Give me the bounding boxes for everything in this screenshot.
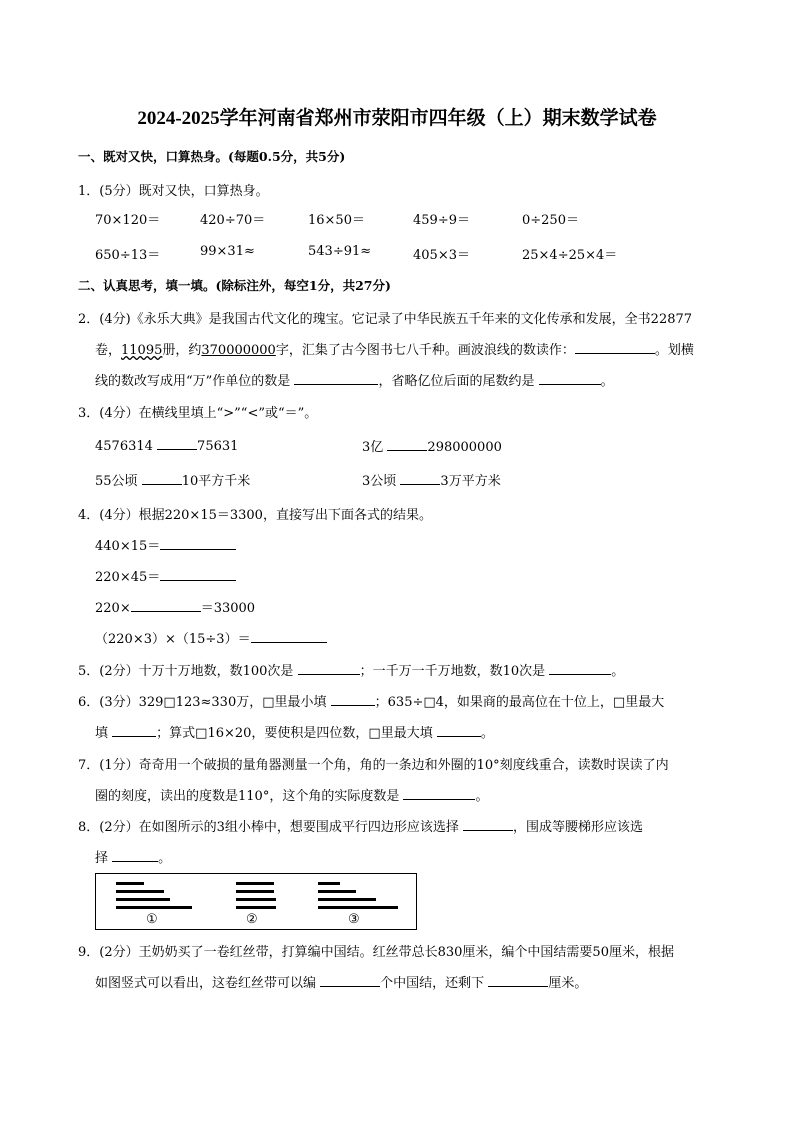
q3-heading: 3．(4分）在横线里填上“>”“<”或“＝”。 bbox=[78, 406, 318, 421]
answer-blank[interactable] bbox=[160, 536, 236, 550]
q2-line-3: 线的数改写成用“万”作单位的数是 ，省略亿位后面的尾数约是 。 bbox=[95, 370, 614, 389]
sticks-figure bbox=[95, 873, 417, 930]
wavy-number: 11095 bbox=[121, 343, 163, 358]
answer-blank[interactable] bbox=[539, 371, 601, 385]
q9-line-1: 9．(2分）王奶奶买了一卷红丝带，打算编中国结。红丝带总长830厘米，编个中国结需要50厘米，根据 bbox=[78, 945, 674, 960]
q6-line-2: 填 ；算式□16×20，要使积是四位数，□里最大填 。 bbox=[95, 722, 494, 741]
q1-heading: 1．(5分）既对又快，口算热身。 bbox=[78, 184, 269, 199]
q3-compare: 55公顷 10平方千米 bbox=[95, 470, 250, 489]
answer-blank[interactable] bbox=[131, 598, 201, 612]
stick bbox=[116, 882, 144, 885]
group-label: ② bbox=[246, 912, 258, 927]
q8-line-1: 8．(2分）在如图所示的3组小棒中，想要围成平行四边形应该选择 ，围成等腰梯形应该选 bbox=[78, 816, 643, 835]
answer-blank[interactable] bbox=[294, 371, 378, 385]
q7-line-2: 圈的刻度，读出的度数是110°，这个角的实际度数是 。 bbox=[95, 785, 488, 804]
answer-blank[interactable] bbox=[488, 973, 548, 987]
q4-expr: 440×15＝ bbox=[95, 535, 236, 554]
q1-item: 405×3＝ bbox=[413, 248, 470, 263]
stick bbox=[236, 898, 276, 901]
q1-item: 99×31≈ bbox=[200, 244, 255, 259]
answer-blank[interactable] bbox=[463, 817, 513, 831]
answer-blank[interactable] bbox=[549, 661, 611, 675]
stick bbox=[116, 906, 192, 909]
answer-blank[interactable] bbox=[157, 436, 197, 450]
q2-line-2: 卷，11095册，约370000000字，汇集了古今图书七八千种。画波浪线的数读作： 。划横 bbox=[95, 339, 694, 358]
q1-item: 25×4÷25×4＝ bbox=[522, 248, 618, 263]
q7-line-1: 7．(1分）奇奇用一个破损的量角器测量一个角，角的一条边和外圈的10°刻度线重合，读数时误读了内 bbox=[78, 758, 669, 773]
q2-line-1: 2．(4分)《永乐大典》是我国古代文化的瑰宝。它记录了中华民族五千年来的文化传承和发展，全书22877 bbox=[78, 312, 693, 327]
answer-blank[interactable] bbox=[298, 661, 360, 675]
q1-item: 16×50＝ bbox=[308, 213, 365, 228]
answer-blank[interactable] bbox=[112, 848, 158, 862]
answer-blank[interactable] bbox=[387, 437, 427, 451]
stick bbox=[116, 898, 170, 901]
stick bbox=[318, 898, 376, 901]
section-2-heading: 二、认真思考，填一填。(除标注外，每空1分，共27分) bbox=[78, 278, 391, 293]
q3-compare: 4576314 75631 bbox=[95, 436, 238, 454]
answer-blank[interactable] bbox=[437, 723, 481, 737]
stick bbox=[236, 890, 274, 893]
answer-blank[interactable] bbox=[251, 629, 327, 643]
q1-item: 70×120＝ bbox=[95, 213, 161, 228]
q1-item: 0÷250＝ bbox=[522, 213, 579, 228]
group-label: ① bbox=[146, 912, 158, 927]
q1-item: 543÷91≈ bbox=[308, 244, 372, 259]
stick bbox=[236, 882, 274, 885]
page-title: 2024-2025学年河南省郑州市荥阳市四年级（上）期末数学试卷 bbox=[137, 108, 657, 129]
q4-expr: 220× ＝33000 bbox=[95, 597, 255, 616]
q8-line-2: 择 。 bbox=[95, 847, 171, 866]
section-1-heading: 一、既对又快，口算热身。(每题0.5分，共5分) bbox=[78, 149, 346, 164]
q4-heading: 4．(4分）根据220×15＝3300，直接写出下面各式的结果。 bbox=[78, 508, 432, 523]
q1-item: 420÷70＝ bbox=[200, 213, 266, 228]
q9-line-2: 如图竖式可以看出，这卷红丝带可以编 个中国结，还剩下 厘米。 bbox=[95, 972, 587, 991]
stick bbox=[318, 906, 398, 909]
group-label: ③ bbox=[348, 912, 360, 927]
underlined-number: 370000000 bbox=[201, 343, 276, 358]
answer-blank[interactable] bbox=[112, 723, 156, 737]
answer-blank[interactable] bbox=[403, 786, 475, 800]
q5-line: 5．(2分）十万十万地数，数100次是 ；一千万一千万地数，数10次是 。 bbox=[78, 660, 624, 679]
q3-compare: 3公顷 3万平方米 bbox=[362, 470, 501, 489]
answer-blank[interactable] bbox=[142, 471, 182, 485]
answer-blank[interactable] bbox=[160, 567, 236, 581]
answer-blank[interactable] bbox=[331, 692, 375, 706]
q1-item: 650÷13＝ bbox=[95, 248, 161, 263]
q3-compare: 3亿 298000000 bbox=[362, 436, 502, 455]
answer-blank[interactable] bbox=[400, 471, 440, 485]
q4-expr: （220×3）×（15÷3）＝ bbox=[95, 628, 327, 647]
stick bbox=[116, 890, 164, 893]
answer-blank[interactable] bbox=[320, 973, 380, 987]
stick bbox=[318, 890, 356, 893]
q1-item: 459÷9＝ bbox=[413, 213, 470, 228]
q6-line-1: 6．(3分）329□123≈330万，□里最小填 ；635÷□4，如果商的最高位在十位上，□里最大 bbox=[78, 691, 664, 710]
answer-blank[interactable] bbox=[575, 340, 655, 354]
q4-expr: 220×45＝ bbox=[95, 566, 236, 585]
stick bbox=[318, 882, 340, 885]
stick bbox=[236, 906, 276, 909]
